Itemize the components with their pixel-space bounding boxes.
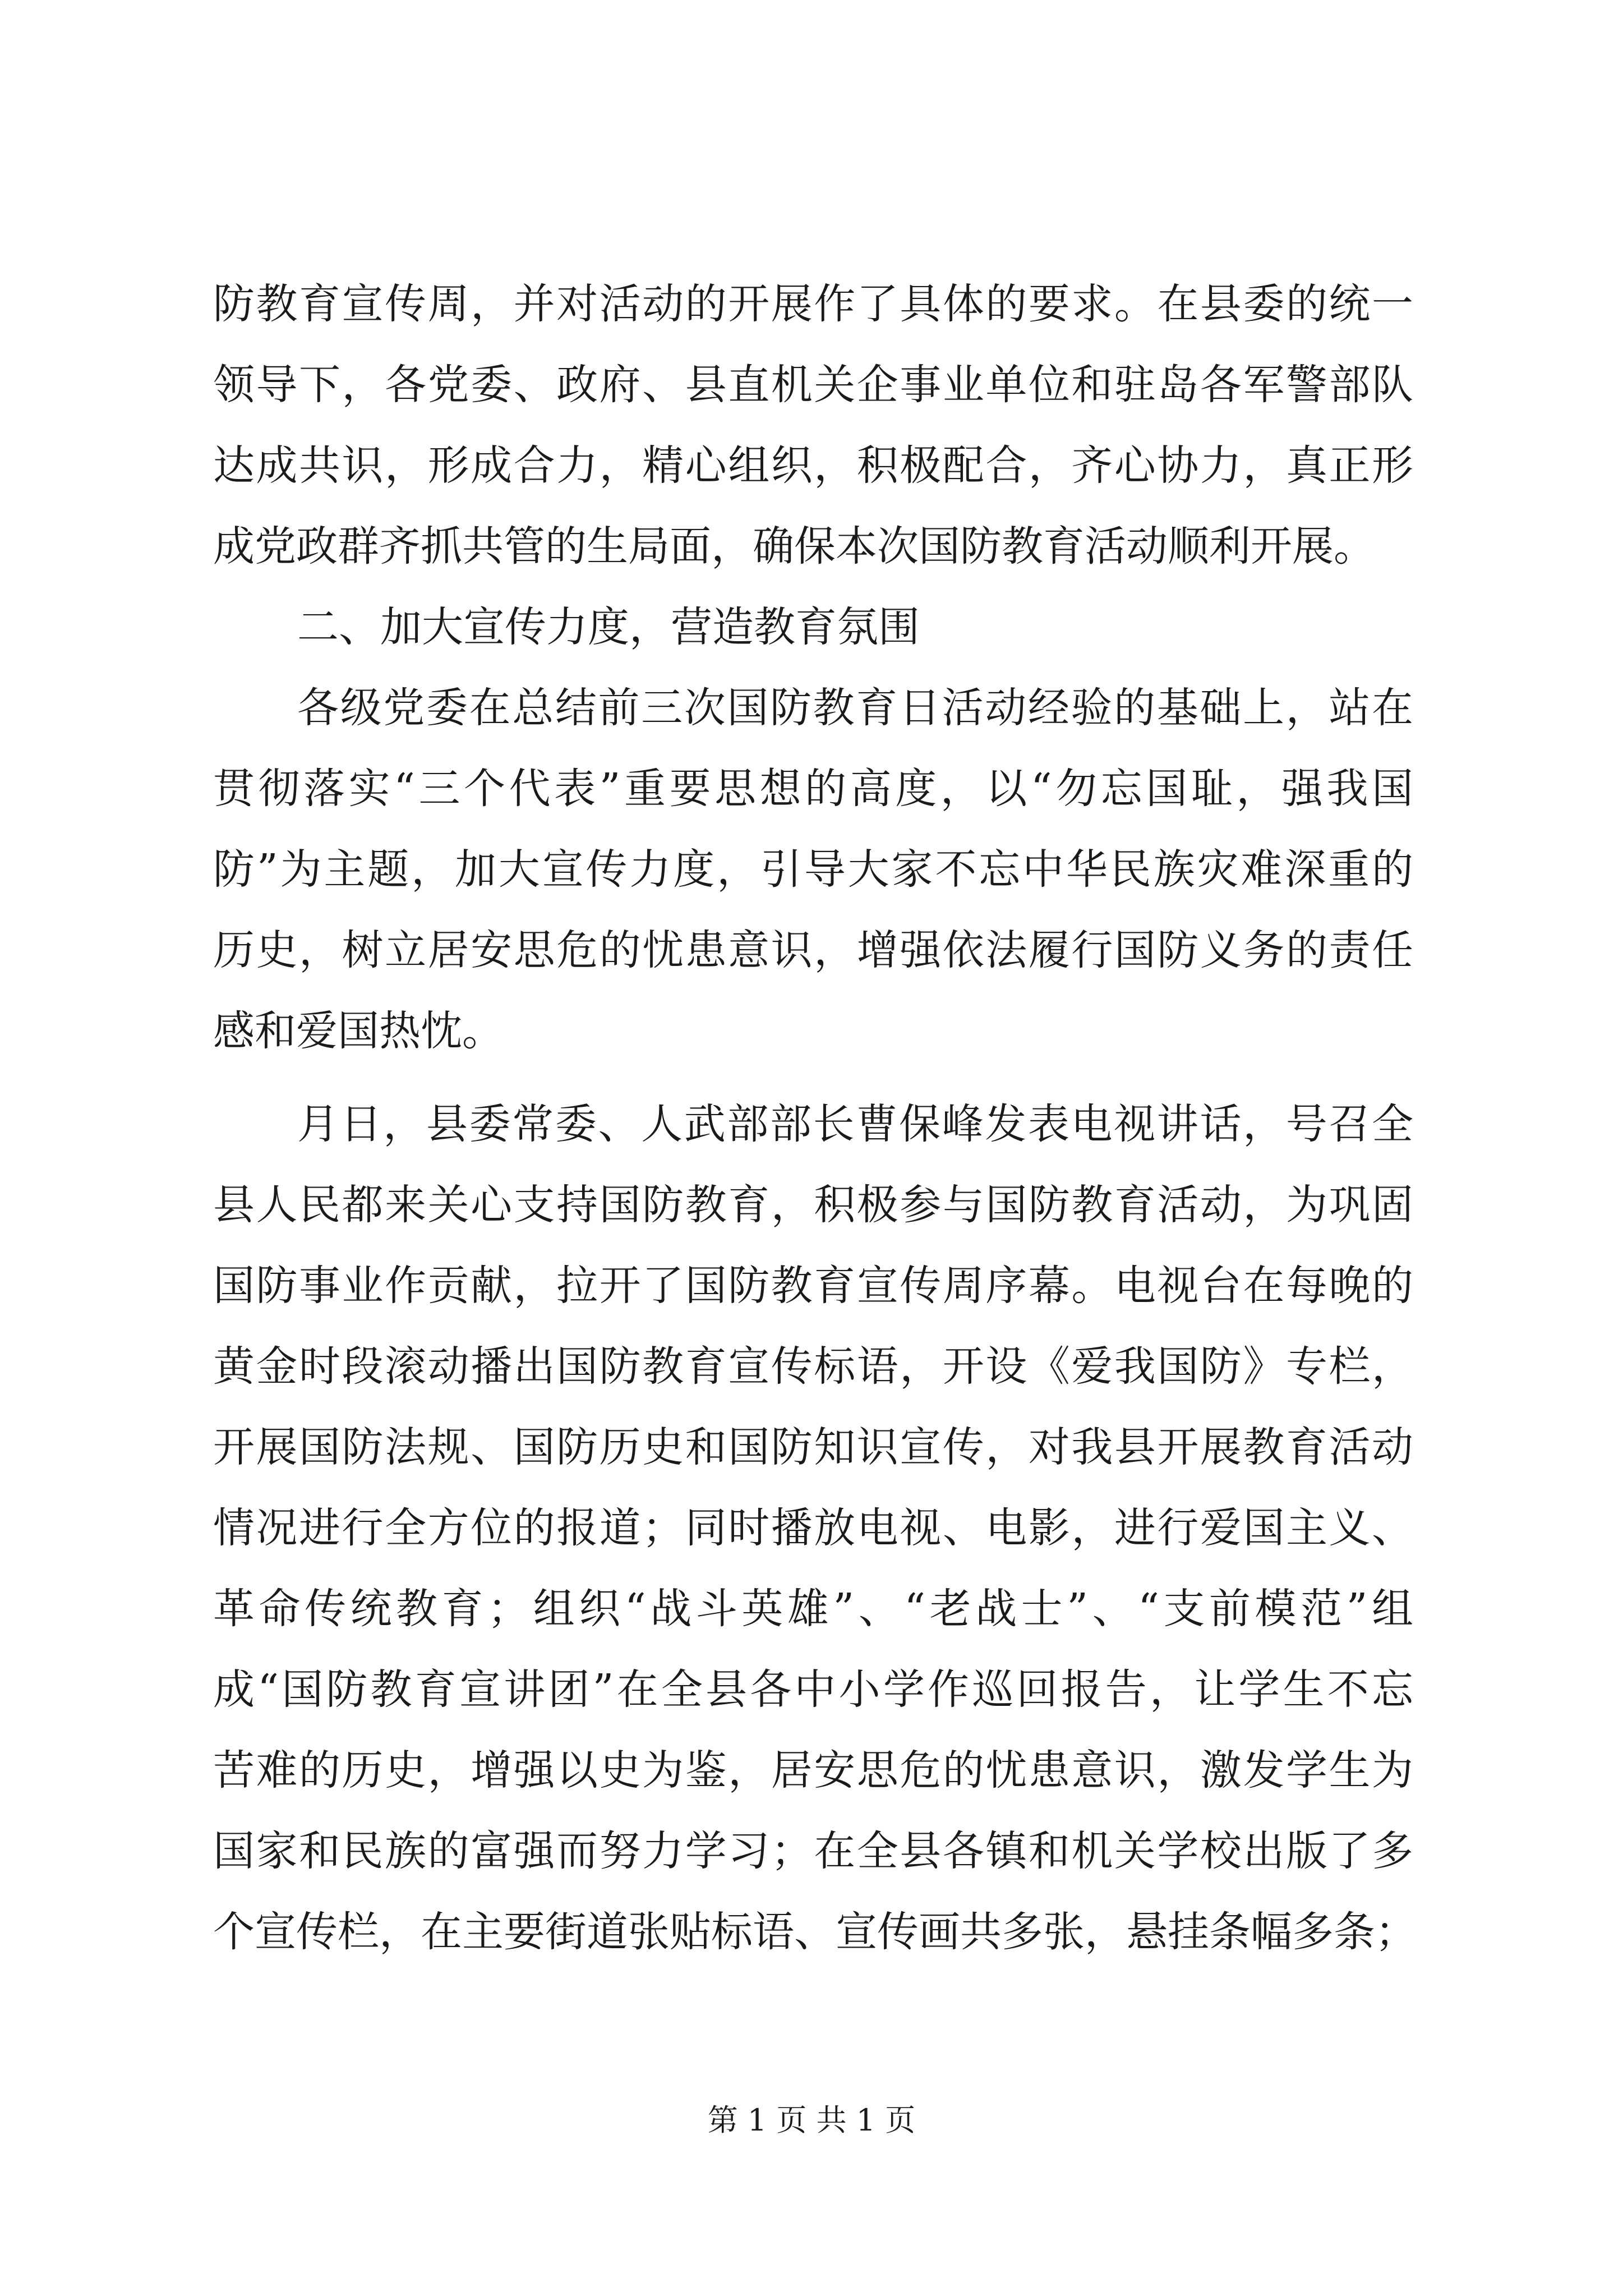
paragraph xyxy=(213,668,1413,1071)
paragraph-continuation xyxy=(213,264,1413,587)
text-line: 感和爱国热忱。 xyxy=(213,1007,504,1055)
section-heading xyxy=(213,587,1413,668)
text-line: 情况进行全方位的报道；同时播放电视、电影，进行爱国主义、 xyxy=(213,1504,1413,1552)
text-line: 达成共识，形成合力，精心组织，积极配合，齐心协力，真正形 xyxy=(213,441,1413,490)
page-number-label: 第 1 页 共 1 页 xyxy=(707,2102,916,2138)
paragraph xyxy=(213,1084,1417,1972)
text-line: 贯彻落实“三个代表”重要思想的高度，以“勿忘国耻，强我国 xyxy=(213,765,1413,813)
text-line: 国防事业作贡献，拉开了国防教育宣传周序幕。电视台在每晚的 xyxy=(213,1262,1413,1310)
page-footer xyxy=(0,2098,1623,2143)
text-line: 个宣传栏，在主要街道张贴标语、宣传画共多张，悬挂条幅多条； xyxy=(213,1908,1417,1956)
text-line: 历史，树立居安思危的忧患意识，增强依法履行国防义务的责任 xyxy=(213,926,1413,974)
text-line: 国家和民族的富强而努力学习；在全县各镇和机关学校出版了多 xyxy=(213,1827,1413,1875)
text-line: 各级党委在总结前三次国防教育日活动经验的基础上，站在 xyxy=(297,684,1413,732)
paragraph-gap xyxy=(213,1071,1413,1084)
text-line: 苦难的历史，增强以史为鉴，居安思危的忧患意识，激发学生为 xyxy=(213,1746,1413,1795)
text-line: 防教育宣传周，并对活动的开展作了具体的要求。在县委的统一 xyxy=(213,280,1413,328)
text-line: 防”为主题，加大宣传力度，引导大家不忘中华民族灾难深重的 xyxy=(213,845,1413,894)
heading-text: 二、加大宣传力度，营造教育氛围 xyxy=(297,603,920,651)
text-line: 革命传统教育；组织“战斗英雄”、“老战士”、“支前模范”组 xyxy=(213,1585,1413,1633)
text-line: 月日，县委常委、人武部部长曹保峰发表电视讲话，号召全 xyxy=(297,1100,1413,1148)
text-line: 成“国防教育宣讲团”在全县各中小学作巡回报告，让学生不忘 xyxy=(213,1665,1413,1714)
text-line: 成党政群齐抓共管的生局面，确保本次国防教育活动顺利开展。 xyxy=(213,522,1375,570)
text-line: 县人民都来关心支持国防教育，积极参与国防教育活动，为巩固 xyxy=(213,1181,1413,1229)
document-body xyxy=(213,264,1417,1972)
text-line: 领导下，各党委、政府、县直机关企事业单位和驻岛各军警部队 xyxy=(213,361,1413,409)
text-line: 黄金时段滚动播出国防教育宣传标语，开设《爱我国防》专栏， xyxy=(213,1342,1413,1391)
text-line: 开展国防法规、国防历史和国防知识宣传，对我县开展教育活动 xyxy=(213,1423,1413,1471)
